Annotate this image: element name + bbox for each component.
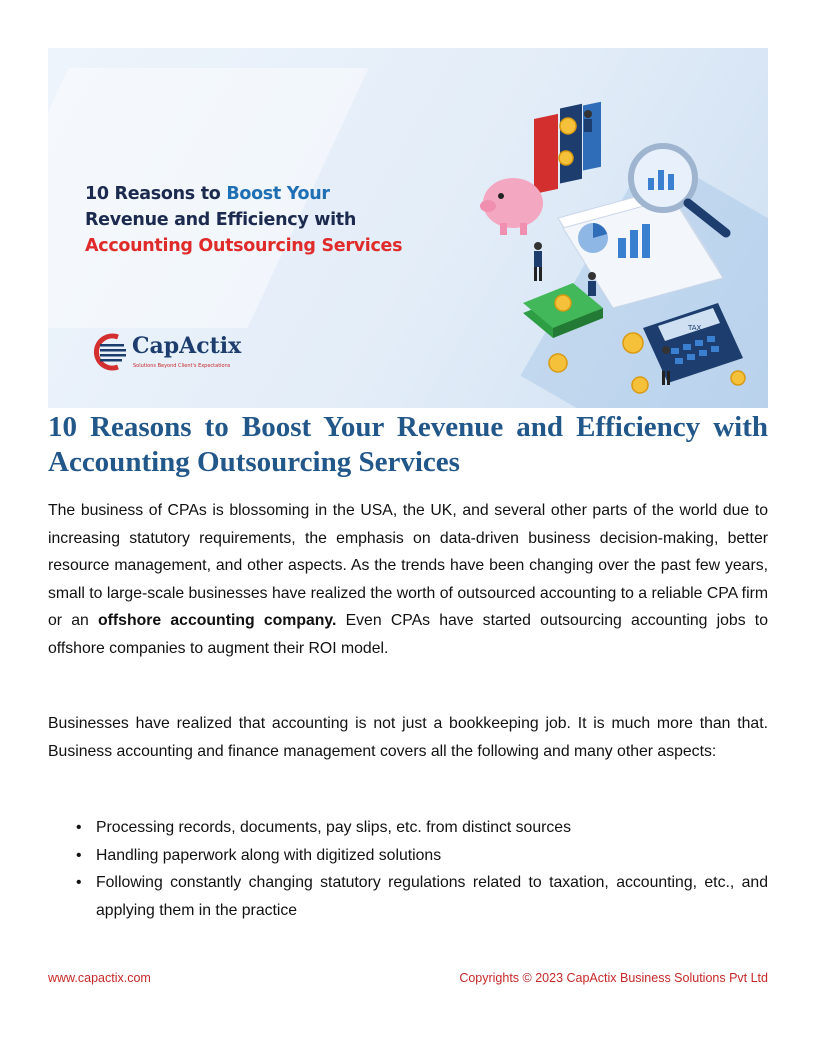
list-item: • Handling paperwork along with digitized solutions: [48, 842, 768, 870]
page-title-line1: 10 Reasons to Boost Your Revenue and Efficiency with: [48, 411, 768, 443]
banner-title-part2: Boost Your: [226, 184, 330, 204]
banner-title-line3: Accounting Outsourcing Services: [85, 236, 403, 256]
list-item: • Processing records, documents, pay slips, etc. from distinct sources: [48, 814, 768, 842]
banner-title-line2: Revenue and Efficiency with: [85, 210, 357, 230]
page-title: [48, 410, 768, 480]
logo-mark-icon: [88, 331, 130, 373]
accounting-illustration: [468, 98, 748, 398]
intro-text-after: Even CPAs have started outsourcing accounting jobs to offshore companies to augment their ROI model.: [48, 612, 768, 657]
intro-bold-link-text: offshore accounting company.: [98, 612, 337, 630]
second-paragraph: Businesses have realized that accounting is not just a bookkeeping job. It is much more than that. Business accounting and finance management covers all the following and many other aspects:: [48, 715, 768, 760]
capactix-logo: [88, 331, 258, 375]
piggy-bank-icon: [480, 178, 543, 235]
banner-title-part1: Reasons to: [108, 184, 227, 204]
hero-banner: [48, 48, 768, 408]
logo-tagline: Solutions Beyond Client's Expectations: [133, 363, 231, 369]
page-title-line2: Accounting Outsourcing Services: [48, 446, 460, 478]
intro-paragraph: [48, 497, 768, 663]
footer-website-link[interactable]: www.capactix.com: [48, 971, 151, 985]
intro-text-before: The business of CPAs is blossoming in the USA, the UK, and several other parts of the world due to increasing statutory requirements, the emphasis on data-driven business decision-making, better resource management, and other aspects. As the trends have been changing over the past few years, small to large-scale businesses have realized the worth of outsourced accounting to a reliable CPA firm or an: [48, 502, 768, 630]
svg-text:TAX: TAX: [688, 324, 702, 332]
logo-name: CapActix: [132, 333, 242, 359]
calculator-icon: [643, 303, 743, 383]
banner-title: [85, 181, 402, 259]
aspects-list: [48, 814, 768, 924]
list-item: • Following constantly changing statutory regulations related to taxation, accounting, etc., and applying them in the practice: [48, 869, 768, 924]
footer-copyright: Copyrights © 2023 CapActix Business Solutions Pvt Ltd: [459, 971, 768, 985]
banner-title-number: 10: [85, 184, 109, 204]
